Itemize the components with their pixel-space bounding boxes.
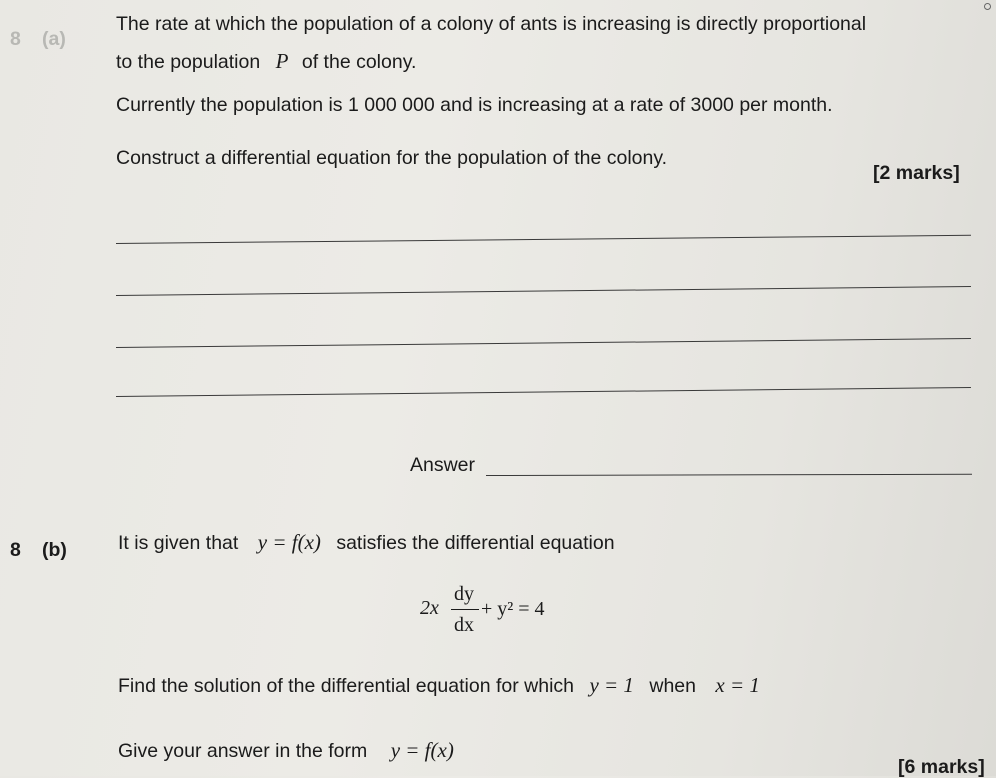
population-variable: P bbox=[275, 49, 289, 73]
part-a-line-3: Currently the population is 1 000 000 and is increasing at a rate of 3000 per month. bbox=[116, 94, 833, 116]
part-a-line-1: The rate at which the population of a colony of ants is increasing is directly proportional bbox=[116, 13, 867, 35]
function-definition: y = f(x) bbox=[257, 530, 321, 554]
part-a-line-2-prefix: to the population bbox=[116, 51, 261, 73]
fraction-bar bbox=[451, 609, 479, 610]
question-number: 8 bbox=[10, 539, 21, 561]
answer-label: Answer bbox=[410, 454, 476, 476]
question-number-faint: 8 bbox=[10, 28, 21, 50]
answer-line-2 bbox=[116, 286, 971, 296]
part-a-label: (a) bbox=[42, 28, 66, 50]
equation-denominator: dx bbox=[454, 614, 474, 636]
part-b-line-3-prefix: Give your answer in the form bbox=[118, 740, 368, 762]
part-b-line-2 bbox=[118, 673, 760, 697]
equation-lead: 2x bbox=[420, 597, 439, 619]
part-b-line-1-prefix: It is given that bbox=[118, 532, 239, 554]
part-b-marks: [6 marks] bbox=[898, 756, 985, 778]
answer-line-3 bbox=[116, 338, 971, 348]
part-a-line-4: Construct a differential equation for the population of the colony. bbox=[116, 147, 668, 169]
part-a-marks: [2 marks] bbox=[873, 162, 960, 184]
condition-x: x = 1 bbox=[715, 673, 760, 697]
margin-circle-icon bbox=[984, 3, 991, 10]
answer-input-line[interactable] bbox=[486, 474, 972, 476]
answer-line-1 bbox=[116, 235, 971, 244]
part-b-label: (b) bbox=[42, 539, 67, 561]
condition-y: y = 1 bbox=[589, 673, 634, 697]
part-b-line-3 bbox=[118, 738, 454, 762]
part-a-line-2-suffix: of the colony. bbox=[301, 51, 417, 73]
part-a-line-2 bbox=[116, 49, 416, 73]
equation-tail: + y² = 4 bbox=[481, 598, 545, 620]
part-b-line-1-suffix: satisfies the differential equation bbox=[336, 532, 615, 554]
part-b-line-1 bbox=[118, 530, 615, 554]
answer-form: y = f(x) bbox=[390, 738, 454, 762]
part-b-line-2-prefix: Find the solution of the differential equation for which bbox=[118, 675, 575, 697]
equation-numerator: dy bbox=[454, 583, 474, 605]
part-b-line-2-mid: when bbox=[649, 675, 696, 697]
answer-line-4 bbox=[116, 387, 971, 397]
